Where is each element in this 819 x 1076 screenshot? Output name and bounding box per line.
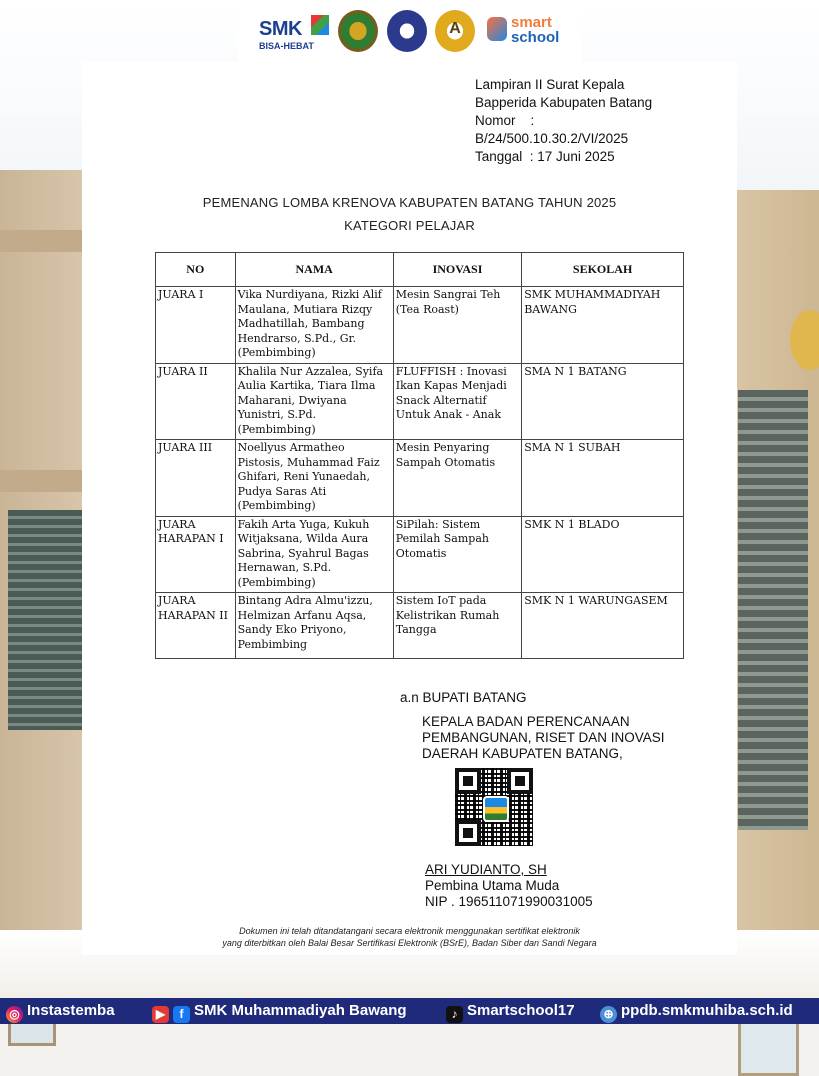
document-title: PEMENANG LOMBA KRENOVA KABUPATEN BATANG TAHUN 2025 <box>202 195 617 210</box>
footer-website-label: ppdb.smkmuhiba.sch.id <box>621 1002 793 1019</box>
accreditation-letter: A <box>449 20 461 37</box>
qr-finder <box>455 820 481 846</box>
cell-sekolah: SMA N 1 BATANG <box>522 363 684 440</box>
on-behalf-line: a.n BUPATI BATANG <box>400 690 527 705</box>
cell-sekolah: SMK N 1 BLADO <box>522 516 684 593</box>
accreditation-a-emblem-icon <box>435 10 475 52</box>
table-row <box>156 287 684 364</box>
smartschool-bottom-text: school <box>511 29 560 46</box>
table-row <box>156 363 684 440</box>
office-title <box>422 714 682 762</box>
cell-inovasi: Mesin Sangrai Teh (Tea Roast) <box>393 287 521 364</box>
cell-no: JUARA II <box>156 363 236 440</box>
disclaimer-line: Dokumen ini telah ditandatangani secara elektronik menggunakan sertifikat elektronik <box>239 926 580 936</box>
qr-finder <box>507 768 533 794</box>
smartschool-top-text: smart <box>511 14 552 31</box>
cell-inovasi: Mesin Penyaring Sampah Otomatis <box>393 440 521 517</box>
disclaimer-line: yang diterbitkan oleh Balai Besar Sertifikasi Elektronik (BSrE), Badan Siber dan Sandi Negara <box>222 938 597 948</box>
smk-bisa-hebat-logo <box>259 10 331 54</box>
smk-logo-subtext: BISA-HEBAT <box>259 41 314 51</box>
column-header-no: NO <box>156 253 236 287</box>
cell-nama: Fakih Arta Yuga, Kukuh Witjaksana, Wilda Aura Sabrina, Syahrul Bagas Hernawan, S.Pd. (Pembimbing) <box>235 516 393 593</box>
document-subtitle: KATEGORI PELAJAR <box>344 218 475 233</box>
footer-instagram-label: Instastemba <box>27 1002 115 1019</box>
footer-website[interactable] <box>600 1002 793 1023</box>
table-row <box>156 593 684 659</box>
cell-sekolah: SMA N 1 SUBAH <box>522 440 684 517</box>
smartschool-mark-icon <box>487 17 507 41</box>
cell-no: JUARA III <box>156 440 236 517</box>
attachment-line: Tanggal : 17 Juni 2025 <box>475 149 615 164</box>
social-footer <box>0 998 819 1024</box>
footer-tiktok[interactable] <box>446 1002 575 1023</box>
office-line: DAERAH KABUPATEN BATANG, <box>422 746 623 761</box>
batang-regency-emblem-icon <box>387 10 427 52</box>
building-shutters <box>8 510 88 730</box>
cell-nama: Noellyus Armatheo Pistosis, Muhammad Faiz Ghifari, Reni Yunaedah, Pudya Saras Ati (Pembimbing) <box>235 440 393 517</box>
cell-nama: Bintang Adra Almu'izzu, Helmizan Arfanu Aqsa, Sandy Eko Priyono, Pembimbing <box>235 593 393 659</box>
cell-sekolah: SMK N 1 WARUNGASEM <box>522 593 684 659</box>
footer-tiktok-label: Smartschool17 <box>467 1002 575 1019</box>
building-shutters <box>738 390 808 830</box>
instagram-icon: ◎ <box>6 1006 23 1023</box>
office-line: PEMBANGUNAN, RISET DAN INOVASI <box>422 730 665 745</box>
tiktok-icon: ♪ <box>446 1006 463 1023</box>
attachment-line: B/24/500.10.30.2/VI/2025 <box>475 131 629 146</box>
batang-crest-icon <box>483 796 509 822</box>
youtube-icon: ▶ <box>152 1006 169 1023</box>
cell-inovasi: FLUFFISH : Inovasi Ikan Kapas Menjadi Snack Alternatif Untuk Anak - Anak <box>393 363 521 440</box>
signature-qr-code-icon <box>455 768 533 846</box>
footer-channel[interactable] <box>152 1002 407 1023</box>
table-header-row <box>156 253 684 287</box>
column-header-nama: NAMA <box>235 253 393 287</box>
smk-cubes-icon <box>311 15 329 35</box>
signer-name: ARI YUDIANTO, SH <box>425 862 547 877</box>
building-band <box>0 230 95 252</box>
attachment-line: Nomor : <box>475 113 535 128</box>
document-page <box>82 62 737 955</box>
smk-logo-text: SMK <box>259 18 302 40</box>
table-row <box>156 516 684 593</box>
globe-icon: ⊕ <box>600 1006 617 1023</box>
attachment-line: Lampiran II Surat Kepala <box>475 77 625 92</box>
logo-bar <box>237 0 582 62</box>
facebook-icon: f <box>173 1006 190 1023</box>
cell-nama: Khalila Nur Azzalea, Syifa Aulia Kartika, Tiara Ilma Maharani, Dwiyana Yunistri, S.Pd. (Pembimbing) <box>235 363 393 440</box>
footer-channel-label: SMK Muhammadiyah Bawang <box>194 1002 407 1019</box>
column-header-sekolah: SEKOLAH <box>522 253 684 287</box>
signer-info <box>425 862 593 910</box>
building-right <box>730 190 819 1000</box>
e-signature-disclaimer <box>82 925 737 949</box>
attachment-line: Bapperida Kabupaten Batang <box>475 95 653 110</box>
attachment-header <box>475 76 652 166</box>
signer-rank: Pembina Utama Muda <box>425 878 560 893</box>
cell-inovasi: SiPilah: Sistem Pemilah Sampah Otomatis <box>393 516 521 593</box>
building-band <box>0 470 95 492</box>
column-header-inovasi: INOVASI <box>393 253 521 287</box>
building-sign <box>790 310 819 370</box>
smartschool-logo <box>487 14 577 50</box>
signer-nip: NIP . 196511071990031005 <box>425 894 593 909</box>
winners-table <box>155 252 684 659</box>
cell-nama: Vika Nurdiyana, Rizki Alif Maulana, Mutiara Rizqy Madhatillah, Bambang Hendrarso, S.Pd., Gr. (Pembimbing) <box>235 287 393 364</box>
qr-finder <box>455 768 481 794</box>
cell-no: JUARA I <box>156 287 236 364</box>
office-line: KEPALA BADAN PERENCANAAN <box>422 714 630 729</box>
cell-no: JUARA HARAPAN I <box>156 516 236 593</box>
central-java-emblem-icon <box>338 10 378 52</box>
footer-instagram[interactable] <box>6 1002 115 1023</box>
cell-sekolah: SMK MUHAMMADIYAH BAWANG <box>522 287 684 364</box>
table-row <box>156 440 684 517</box>
building-left <box>0 170 95 1000</box>
cell-inovasi: Sistem IoT pada Kelistrikan Rumah Tangga <box>393 593 521 659</box>
cell-no: JUARA HARAPAN II <box>156 593 236 659</box>
